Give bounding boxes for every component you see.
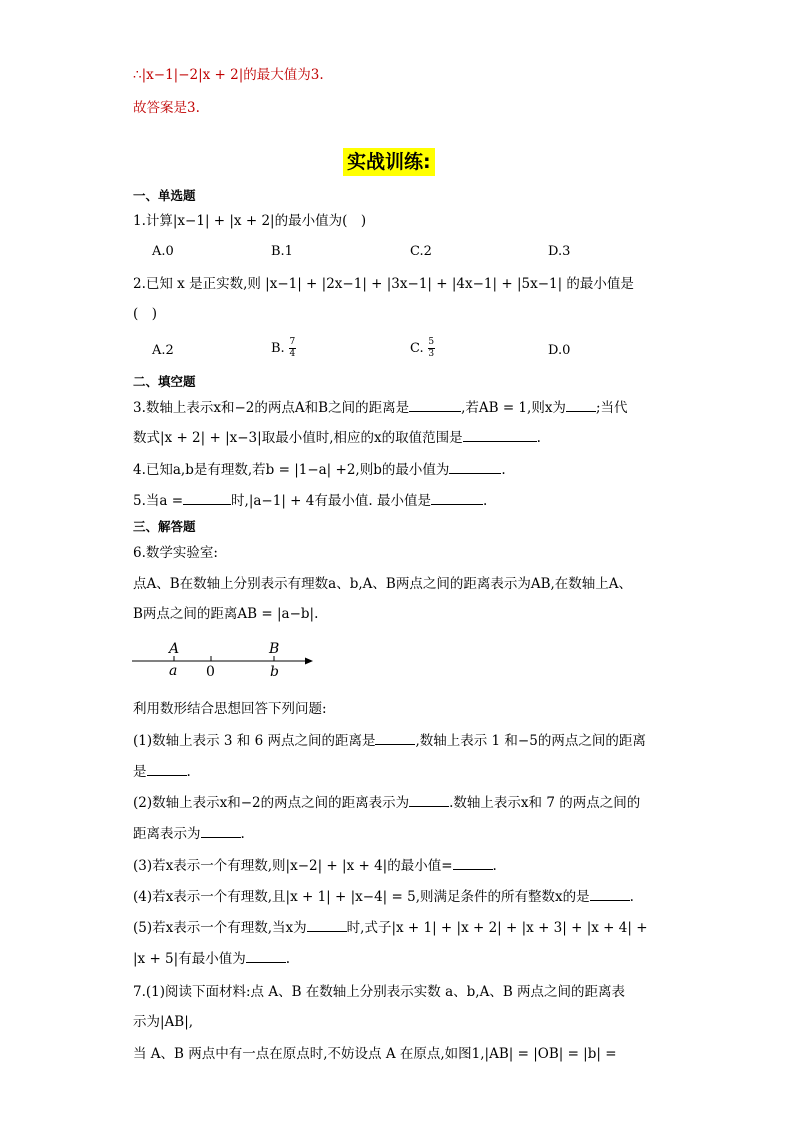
q4-text-a: 4.已知a,b是有理数,若b = |1−a| +2,则b的最小值为: [133, 462, 450, 478]
answer-blank[interactable]: [431, 504, 483, 505]
question-2-paren: ( ): [133, 306, 158, 322]
answer-blank[interactable]: [409, 806, 449, 807]
question-3-line-2: [133, 429, 541, 447]
q2-option-d: D.0: [548, 343, 571, 358]
q3-text-b: ,若AB = 1,则x为: [461, 400, 566, 416]
answer-blank[interactable]: [307, 931, 347, 932]
q3-text-e: .: [536, 430, 541, 446]
q2-option-c: [410, 338, 435, 359]
sub-question-5-line-2: [133, 950, 290, 968]
answer-blank[interactable]: [463, 441, 537, 442]
heading-single-choice: 一、单选题: [133, 188, 196, 203]
q1-option-c: C.2: [410, 244, 432, 259]
question-3-line-1: [133, 399, 628, 417]
question-6-para-1: 点A、B在数轴上分别表示有理数a、b,A、B两点之间的距离表示为AB,在数轴上A、: [133, 576, 633, 592]
q3-text-d: 数式|x + 2| + |x−3|取最小值时,相应的x的取值范围是: [133, 430, 463, 446]
question-6-prompt: 利用数形结合思想回答下列问题:: [133, 701, 327, 717]
s3-text-b: .: [492, 858, 497, 874]
answer-blank[interactable]: [183, 504, 231, 505]
answer-blank[interactable]: [590, 900, 630, 901]
s3-text-a: (3)若x表示一个有理数,则|x−2| + |x + 4|的最小值=: [133, 858, 453, 874]
q1-option-a: A.0: [152, 244, 174, 259]
point-label-b-upper: B: [269, 641, 280, 657]
answer-blank[interactable]: [375, 744, 415, 745]
sub-question-5-line-1: [133, 919, 648, 937]
answer-blank[interactable]: [147, 775, 187, 776]
s4-text-a: (4)若x表示一个有理数,且|x + 1| + |x−4| = 5,则满足条件的所有整数x的是: [133, 889, 590, 905]
q2-option-b-fraction: [289, 338, 296, 359]
s1-text-b: ,数轴上表示 1 和−5的两点之间的距离: [415, 733, 646, 749]
s1-text-d: .: [186, 764, 191, 780]
point-label-b-lower: b: [270, 664, 279, 680]
question-2-stem: 2.已知 x 是正实数,则 |x−1| + |2x−1| + |3x−1| + |4x−1| + |5x−1| 的最小值是: [133, 276, 634, 292]
heading-solve: 三、解答题: [133, 519, 196, 534]
q2-option-b-label: B.: [271, 341, 285, 356]
sub-question-4: [133, 888, 634, 906]
question-6-title: 6.数学实验室:: [133, 545, 218, 561]
solution-answer: 故答案是3.: [133, 100, 200, 116]
q1-option-b: B.1: [271, 244, 293, 259]
fraction-numerator: 7: [289, 337, 296, 347]
answer-blank[interactable]: [246, 962, 286, 963]
solution-conclusion: ∴|x−1|−2|x + 2|的最大值为3.: [133, 67, 324, 83]
answer-blank[interactable]: [453, 869, 493, 870]
sub-question-2-line-1: [133, 794, 640, 812]
answer-blank[interactable]: [566, 411, 596, 412]
q5-text-b: 时,|a−1| + 4有最小值. 最小值是: [231, 493, 431, 509]
q2-option-b: [271, 338, 296, 359]
s5-text-b: 时,式子|x + 1| + |x + 2| + |x + 3| + |x + 4| +: [346, 920, 648, 936]
question-6-para-2: B两点之间的距离AB = |a−b|.: [133, 606, 319, 622]
point-label-a-lower: a: [169, 663, 178, 679]
number-line-figure: [130, 636, 320, 682]
s2-text-b: .数轴上表示x和 7 的两点之间的: [449, 795, 641, 811]
q5-text-a: 5.当a =: [133, 493, 184, 509]
question-4: [133, 461, 506, 479]
origin-label: 0: [206, 664, 215, 680]
answer-blank[interactable]: [201, 837, 241, 838]
question-1-stem: 1.计算|x−1| + |x + 2|的最小值为( ): [133, 213, 367, 229]
question-7-line-2: 示为|AB|,: [133, 1014, 194, 1030]
q2-option-a: A.2: [152, 343, 174, 358]
q3-text-c: ;当代: [595, 400, 628, 416]
s5-text-a: (5)若x表示一个有理数,当x为: [133, 920, 307, 936]
s1-text-c: 是: [133, 764, 147, 780]
fraction-denominator: 3: [428, 349, 435, 359]
question-5: [133, 492, 487, 510]
s5-text-d: .: [285, 951, 290, 967]
point-label-a-upper: A: [169, 641, 180, 657]
arrow-head-icon: [305, 658, 313, 665]
s4-text-b: .: [629, 889, 634, 905]
s2-text-d: .: [240, 826, 245, 842]
s5-text-c: |x + 5|有最小值为: [133, 951, 246, 967]
s1-text-a: (1)数轴上表示 3 和 6 两点之间的距离是: [133, 733, 376, 749]
sub-question-1-line-2: [133, 763, 191, 781]
question-7-line-1: 7.(1)阅读下面材料:点 A、B 在数轴上分别表示实数 a、b,A、B 两点之间的距离表: [133, 984, 626, 1000]
q2-option-c-fraction: [428, 338, 435, 359]
q1-option-d: D.3: [548, 244, 571, 259]
s2-text-c: 距离表示为: [133, 826, 201, 842]
fraction-numerator: 5: [428, 337, 435, 347]
answer-blank[interactable]: [409, 411, 461, 412]
sub-question-1-line-1: [133, 732, 646, 750]
s2-text-a: (2)数轴上表示x和−2的两点之间的距离表示为: [133, 795, 410, 811]
sub-question-3: [133, 857, 497, 875]
question-7-line-3: 当 A、B 两点中有一点在原点时,不妨设点 A 在原点,如图1,|AB| = |OB| = |b| =: [133, 1046, 617, 1062]
answer-blank[interactable]: [449, 473, 501, 474]
q2-option-c-label: C.: [410, 341, 424, 356]
section-title: 实战训练:: [343, 148, 435, 176]
fraction-denominator: 4: [289, 349, 296, 359]
q3-text-a: 3.数轴上表示x和−2的两点A和B之间的距离是: [133, 400, 410, 416]
heading-fill-blank: 二、填空题: [133, 374, 196, 389]
sub-question-2-line-2: [133, 825, 245, 843]
q4-text-b: .: [501, 462, 506, 478]
q5-text-c: .: [482, 493, 488, 509]
